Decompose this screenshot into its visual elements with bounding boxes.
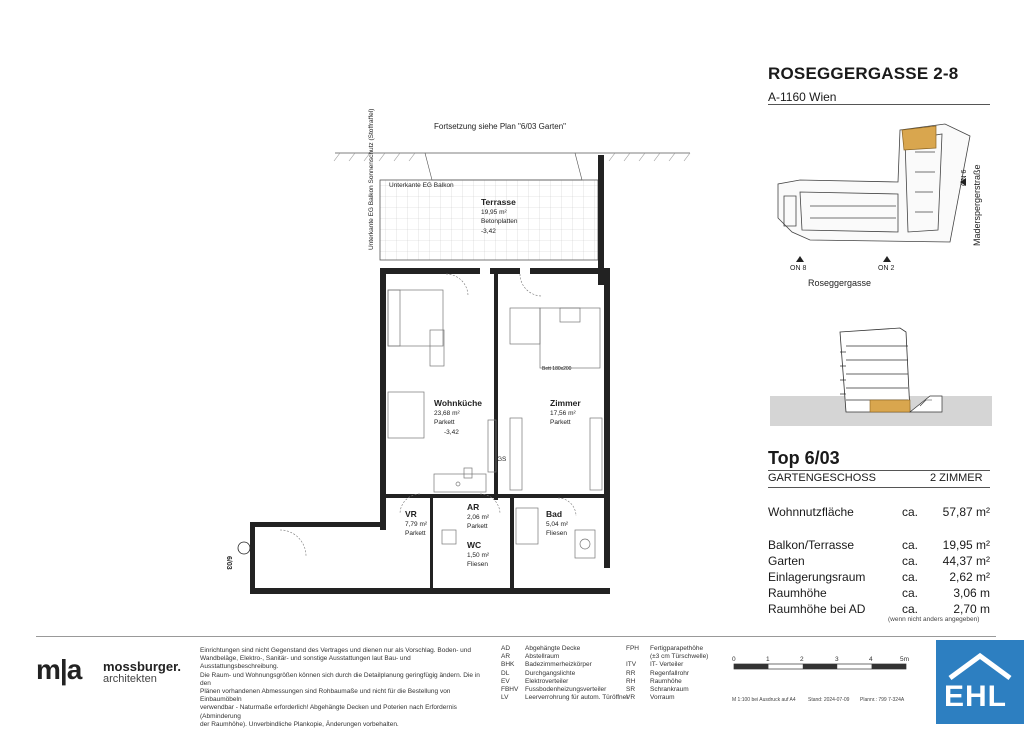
scale-label: 3: [835, 656, 839, 663]
unit-divider-1: [768, 470, 990, 471]
logo-mark: m|a: [36, 654, 82, 685]
scale-label: 0: [732, 656, 736, 663]
height-note: (wenn nicht anders angegeben): [888, 616, 980, 623]
legend-key: ITV: [626, 661, 637, 669]
legend-key: FBHV: [501, 685, 519, 693]
legend-key: LV: [501, 694, 509, 702]
unit-highlight: [902, 126, 936, 150]
scale-label: 1: [766, 656, 770, 663]
legend-a: [501, 645, 628, 702]
room-area: 5,04 m²: [546, 520, 569, 528]
legend-key: AR: [501, 653, 511, 661]
disclaimer-line: der Raumhöhe). Unverbindliche Plankopie, Änderungen vorbehalten.: [200, 720, 399, 728]
room-name: WC: [467, 540, 482, 550]
legend-value: (±3 cm Türschwelle): [650, 653, 709, 661]
unit-top: Top 6/03: [768, 448, 840, 468]
rooms-label: 2 ZIMMER: [930, 472, 983, 484]
disclaimer-line: Die Raum- und Wohnungsgrößen können sich durch die Detailplanung geringfügig ändern. Die in den: [200, 671, 480, 687]
legend-value: Leerverrohrung für autom. Türöffner: [525, 694, 629, 702]
room-name: Zimmer: [550, 398, 581, 408]
legend-item: [626, 670, 708, 678]
project-address: A-1160 Wien: [768, 90, 837, 104]
terrace-level: -3,42: [481, 227, 496, 235]
legend-key: EV: [501, 677, 510, 685]
footer-divider: [36, 636, 996, 637]
ehl-logo: [936, 640, 1024, 724]
logo-sub: architekten: [103, 673, 157, 685]
row-label: Garten: [768, 554, 805, 568]
floor-plan: [220, 130, 700, 600]
room-floor: Parkett: [550, 419, 571, 426]
legend-value: Abstellraum: [525, 653, 560, 661]
terrace-area: 19,95 m²: [481, 208, 507, 216]
legend-value: Fussbodenheizungsverteiler: [525, 685, 607, 693]
row-label: Balkon/Terrasse: [768, 538, 855, 552]
row-value: 2,70 m: [953, 602, 990, 616]
row-wohnnutzflaeche: [768, 505, 990, 519]
room-floor: Fliesen: [546, 530, 567, 537]
legend-key: SR: [626, 685, 636, 693]
room-name: Wohnküche: [434, 398, 483, 408]
room-ar: [467, 503, 489, 532]
legend-key: FPH: [626, 645, 639, 652]
room-bad: [546, 510, 568, 539]
row-raumhoehe-ad: [768, 602, 990, 616]
legend-item: [501, 645, 628, 653]
row-label: Einlagerungsraum: [768, 570, 866, 584]
row-ca: ca.: [902, 538, 919, 552]
legend-value: Fertigparapethöhe: [650, 645, 704, 652]
marker-on8: ON 8: [790, 265, 807, 272]
unit-tag: 6/03: [225, 556, 232, 570]
scale-note: M 1:100 bei Ausdruck auf A4: [732, 697, 796, 703]
legend-item: [626, 686, 708, 694]
disclaimer-line: Plänen vorhandenen Abmessungen sind Rohbaumaße und nicht für die Bestellung von Einbaumöbeln: [200, 688, 451, 704]
floor-label: GARTENGESCHOSS: [768, 472, 876, 484]
room-floor: Fliesen: [467, 561, 488, 568]
legend-item: [626, 661, 708, 669]
scale-label: 2: [800, 656, 804, 663]
row-value: 57,87 m²: [942, 505, 990, 519]
room-area: 2,06 m²: [467, 513, 490, 521]
legend-key: RH: [626, 677, 636, 685]
legend-value: Regenfallrohr: [650, 669, 690, 677]
site-plan: [770, 122, 1002, 292]
disclaimer-line: Einrichtungen sind nicht Gegenstand des Vertrages und dienen nur als Vorschlag. Boden- und: [200, 647, 472, 654]
terrace-vertical-note: Unterkante EG Balkon Sonnenschutz (Stoffraffel): [368, 108, 375, 250]
terrace-name: Terrasse: [481, 197, 516, 207]
row-raumhoehe: [768, 586, 990, 600]
row-label: Raumhöhe: [768, 586, 827, 600]
legend-item: [626, 645, 708, 653]
legend-item: [501, 670, 628, 678]
row-value: 44,37 m²: [942, 554, 990, 568]
disclaimer: [200, 647, 490, 729]
street-roseggergasse: Roseggergasse: [808, 278, 872, 288]
legend-value: Raumhöhe: [650, 677, 682, 685]
continuation-note: Fortsetzung siehe Plan "6/03 Garten": [434, 122, 566, 131]
row-balkon-terrasse: [768, 538, 990, 552]
room-name: VR: [405, 509, 417, 519]
room-name: Bad: [546, 509, 563, 519]
room-area: 23,68 m²: [434, 409, 460, 417]
room-level: -3,42: [444, 428, 459, 436]
row-value: 2,62 m²: [949, 570, 990, 584]
legend-item: [626, 678, 708, 686]
room-name: AR: [467, 502, 480, 512]
legend-value: Badezimmerheizkörper: [525, 661, 592, 669]
room-zimmer: [550, 399, 581, 428]
row-value: 19,95 m²: [942, 538, 990, 552]
bed-label: Bett 180x200: [542, 366, 572, 372]
disclaimer-line: Wandbeläge, Elektro-, Sanitär- und sonstige Ausstattungen laut Bau- und Ausstattungsbeschreibung.: [200, 655, 411, 671]
terrace-side-note: Unterkante EG Balkon: [389, 182, 454, 189]
legend-value: Durchgangslichte: [525, 669, 576, 677]
legend-item: [501, 686, 628, 694]
plan-number: Plannr.: 799 7-324A: [860, 697, 905, 703]
row-value: 3,06 m: [953, 586, 990, 600]
row-label: Wohnnutzfläche: [768, 505, 854, 519]
room-floor: Parkett: [405, 530, 426, 537]
legend-key: VR: [626, 694, 636, 702]
terrace-label: [481, 198, 518, 236]
row-ca: ca.: [902, 570, 919, 584]
row-ca: ca.: [902, 554, 919, 568]
legend-key: AD: [501, 645, 511, 652]
terrace-floor: Betonplatten: [481, 218, 518, 225]
legend-item: [626, 694, 708, 702]
legend-value: Abgehängte Decke: [525, 645, 581, 652]
street-maderspergerstrasse: Maderspergerstraße: [972, 164, 982, 246]
row-ca: ca.: [902, 602, 919, 616]
ehl-brand-text: EHL: [944, 680, 1007, 713]
marker-on6: ON 6: [961, 169, 968, 186]
room-vr: [405, 510, 427, 539]
legend-key: DL: [501, 669, 510, 677]
project-title: ROSEGGERGASSE 2-8: [768, 64, 959, 83]
legend-value: Elektroverteiler: [525, 677, 569, 685]
room-wohnkueche: [434, 399, 482, 437]
legend-item: [626, 653, 708, 661]
scale-bar: [730, 652, 920, 686]
marker-on2: ON 2: [878, 265, 895, 272]
unit-divider-2: [768, 487, 990, 488]
logo-main: mossburger.: [103, 659, 182, 674]
legend-value: Vorraum: [650, 694, 675, 702]
legend-value: IT- Verteiler: [650, 661, 684, 669]
room-area: 7,79 m²: [405, 520, 428, 528]
disclaimer-line: verwendbar - Naturmaße erforderlich! Abgehängte Decken und Poterien nach Erfordernis (Abminderung: [200, 704, 457, 720]
legend-item: [501, 661, 628, 669]
section-drawing: [770, 322, 992, 426]
legend-value: Schrankraum: [650, 685, 689, 693]
scale-label: 4: [869, 656, 873, 663]
row-ca: ca.: [902, 505, 919, 519]
room-floor: Parkett: [467, 523, 488, 530]
legend-key: BHK: [501, 661, 515, 669]
room-wc: [467, 541, 489, 570]
legend-item: [501, 678, 628, 686]
unit-section-highlight: [870, 400, 910, 412]
room-area: 17,56 m²: [550, 409, 576, 417]
row-garten: [768, 554, 990, 568]
row-einlagerungsraum: [768, 570, 990, 584]
scale-label: 5m: [900, 656, 910, 663]
legend-item: [501, 694, 628, 702]
legend-key: RR: [626, 669, 636, 677]
row-label: Raumhöhe bei AD: [768, 602, 866, 616]
header-divider: [768, 104, 990, 105]
room-area: 1,50 m²: [467, 551, 490, 559]
stand-date: Stand: 2024-07-09: [808, 697, 850, 703]
row-ca: ca.: [902, 586, 919, 600]
gs-label: GS: [497, 456, 507, 463]
legend-b: [626, 645, 708, 702]
legend-item: [501, 653, 628, 661]
room-floor: Parkett: [434, 419, 455, 426]
